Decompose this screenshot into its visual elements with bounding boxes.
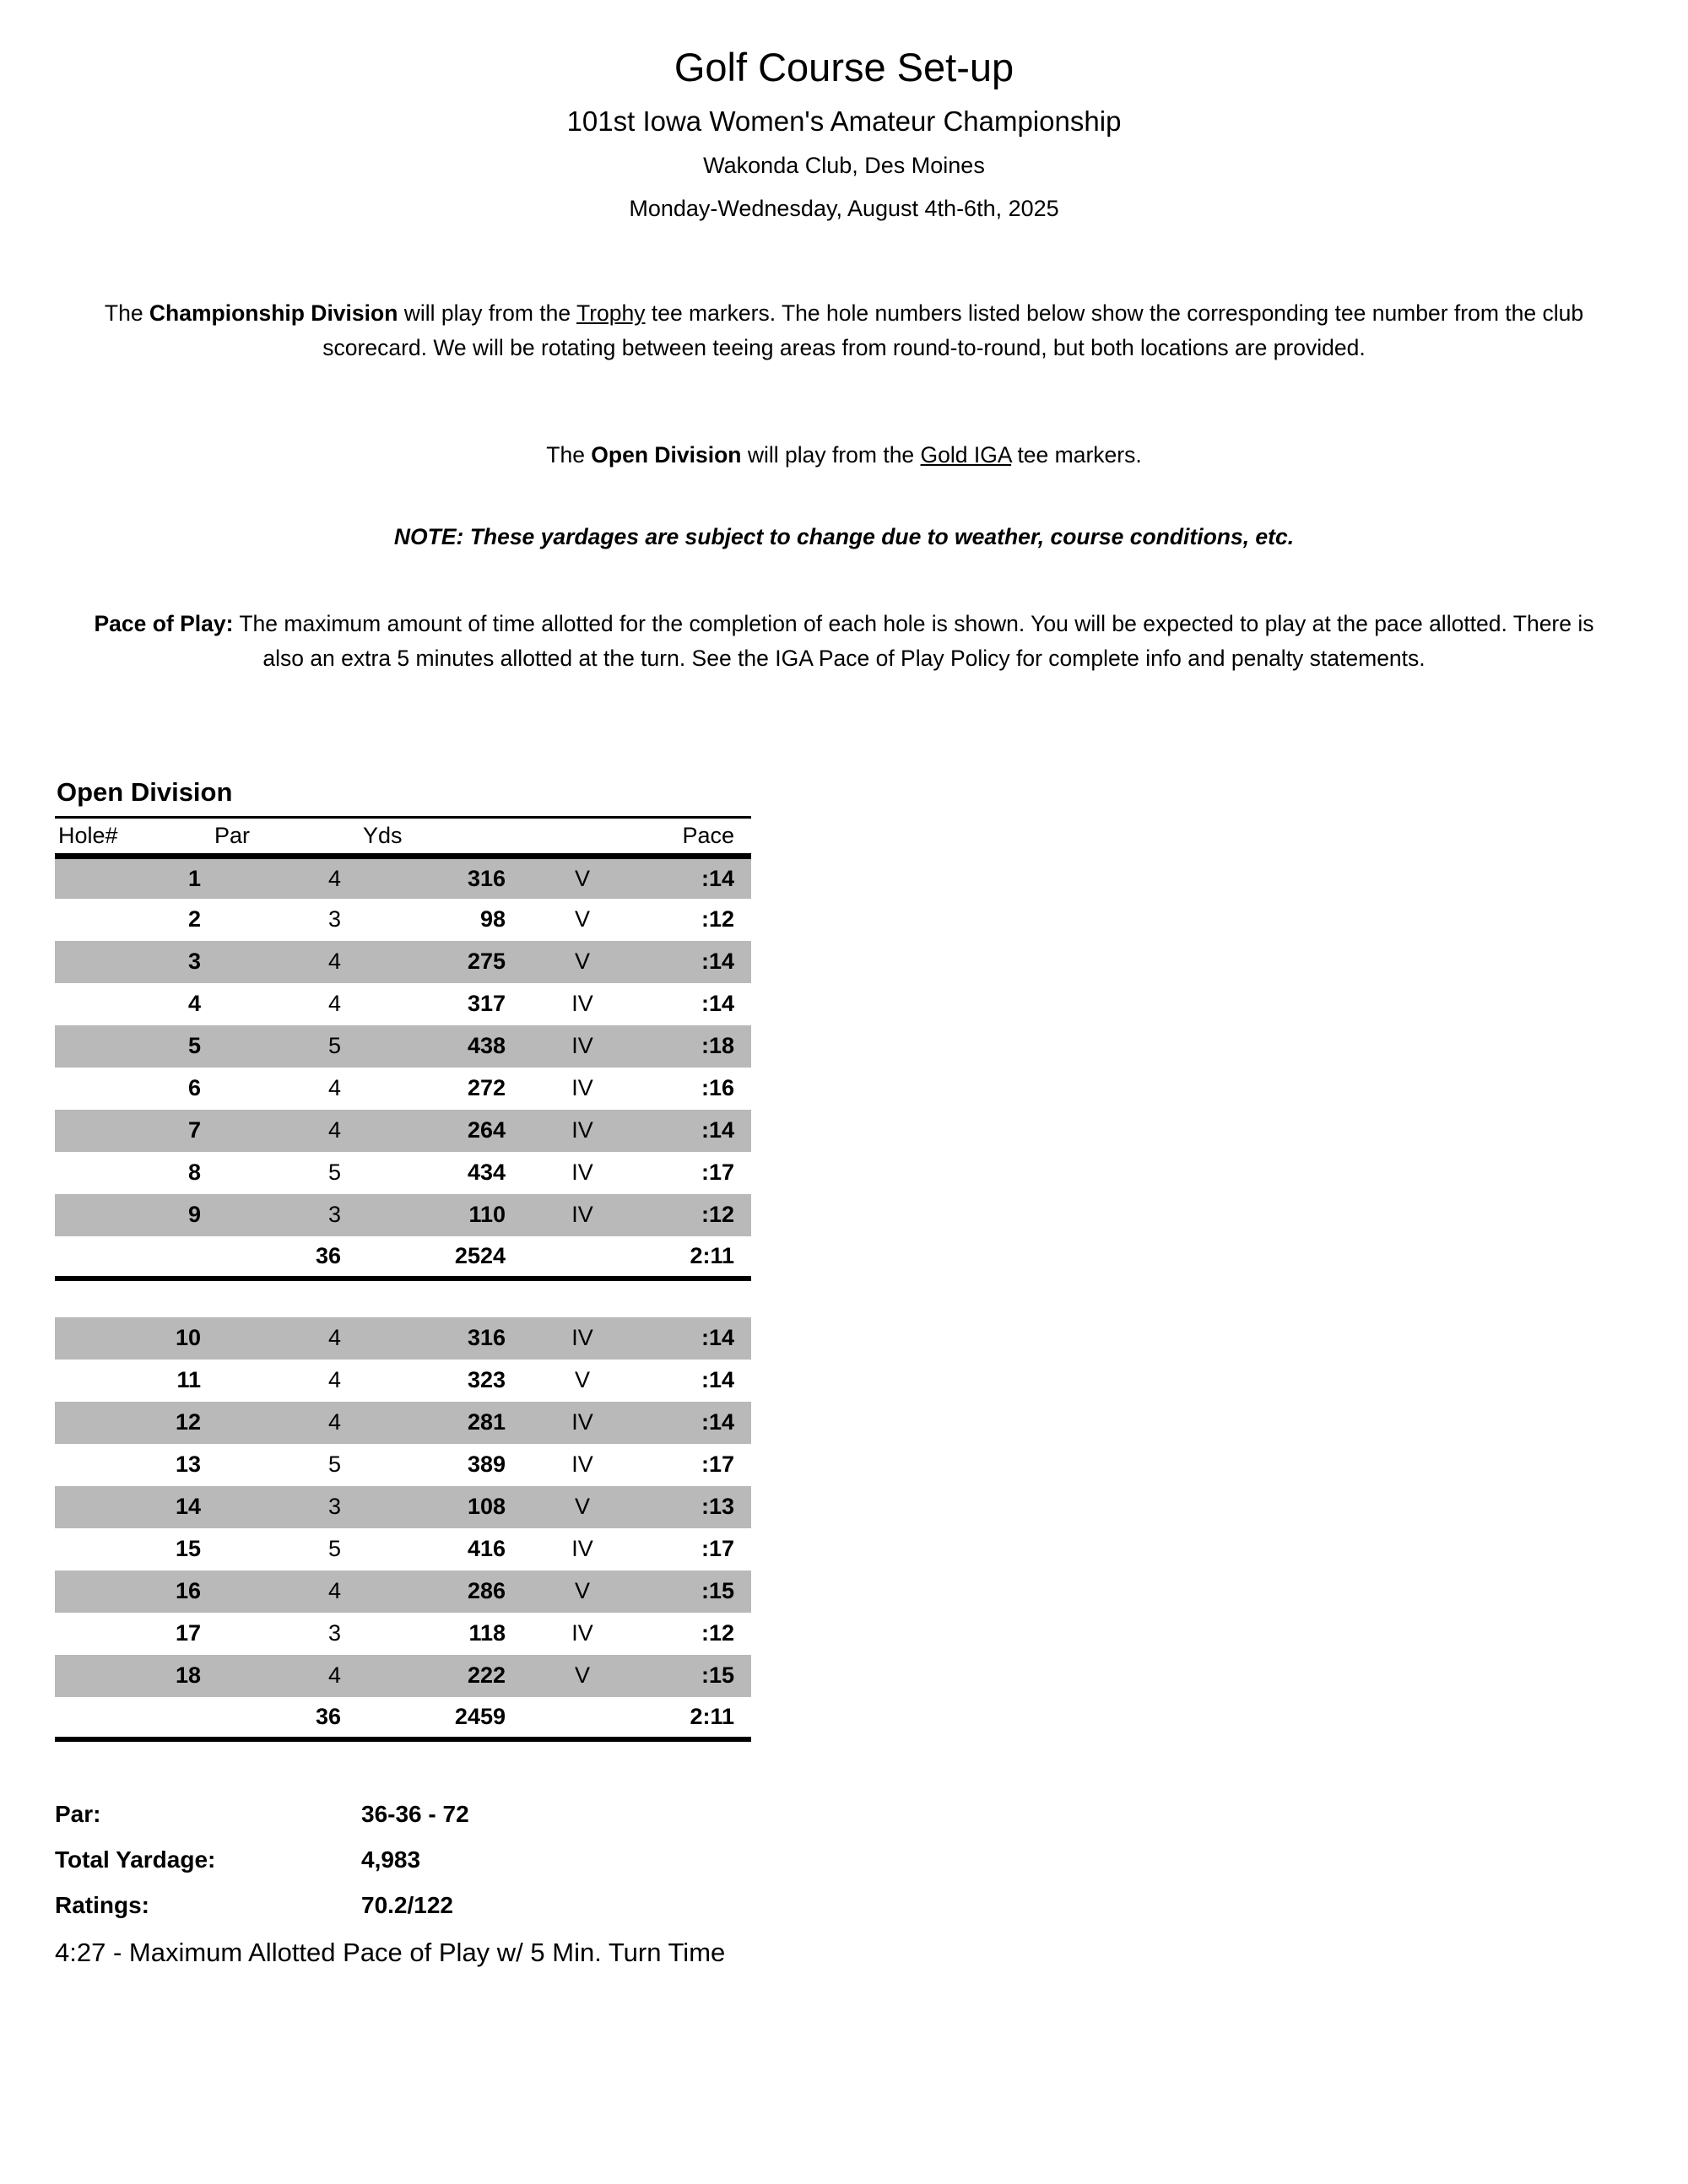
table-row-hole-2 [55, 899, 751, 941]
max-pace-note: 4:27 - Maximum Allotted Pace of Play w/ 5 Min. Turn Time [55, 1937, 726, 1967]
venue-line: Wakonda Club, Des Moines [703, 153, 985, 178]
header-pace: Pace [637, 818, 751, 857]
table-row-hole-16 [55, 1570, 751, 1613]
open-division-section-title: Open Division [57, 777, 233, 808]
tee-cell: IV [528, 1110, 637, 1152]
table-row-hole-7 [55, 1110, 751, 1152]
pace-cell: :15 [637, 1655, 751, 1697]
table-row-hole-10 [55, 1317, 751, 1360]
tee-cell: V [528, 1486, 637, 1528]
total-hole-cell [55, 1236, 211, 1279]
par-value: 36-36 - 72 [361, 1800, 469, 1827]
hole-cell: 14 [55, 1486, 211, 1528]
yards-cell: 275 [346, 941, 528, 983]
yards-cell: 272 [467, 1075, 506, 1101]
yards-cell: 316 [346, 857, 528, 899]
table-head [55, 818, 751, 857]
nine-split-spacer [55, 1279, 751, 1317]
spacer-cell [55, 1279, 751, 1317]
table-row-hole-15 [55, 1528, 751, 1570]
summary-par-row [55, 1801, 1633, 1828]
par-cell: 4 [211, 1655, 346, 1697]
pace-cell: :14 [637, 1110, 751, 1152]
table-row-hole-12 [55, 1402, 751, 1444]
tee-cell: IV [528, 1194, 637, 1236]
pace-cell: :16 [701, 1075, 734, 1101]
tee-cell: V [574, 1367, 590, 1393]
yards-cell: 416 [467, 1536, 506, 1562]
front-nine-total-row [55, 1236, 751, 1279]
back-nine-total-row [55, 1697, 751, 1739]
open-division-table-section [55, 777, 1633, 1742]
intro-section [55, 296, 1633, 676]
pace-cell: :14 [637, 1317, 751, 1360]
par-cell: 4 [211, 941, 346, 983]
yards-cell: 323 [467, 1367, 506, 1393]
par-cell: 4 [211, 1317, 346, 1360]
document-header [55, 44, 1633, 222]
tee-cell: IV [571, 1620, 593, 1646]
hole-cell: 16 [55, 1570, 211, 1613]
yards-cell: 108 [346, 1486, 528, 1528]
open-post-text: tee markers. [1011, 442, 1142, 468]
hole-cell: 6 [187, 1075, 201, 1101]
par-cell: 5 [211, 1025, 346, 1068]
yards-cell: 118 [468, 1620, 506, 1646]
back-total-pace-cell: 2:11 [637, 1697, 751, 1739]
table-row-hole-8 [55, 1152, 751, 1194]
tee-cell: IV [571, 991, 593, 1017]
front-total-par-cell: 36 [211, 1236, 346, 1279]
open-mid-text: will play from the [741, 442, 921, 468]
ratings-value: 70.2/122 [361, 1891, 453, 1918]
pace-cell: :17 [701, 1451, 734, 1478]
trophy-tee-label: Trophy [576, 300, 646, 326]
par-cell: 4 [211, 1402, 346, 1444]
par-cell: 4 [327, 991, 341, 1017]
table-row-hole-14 [55, 1486, 751, 1528]
yards-cell: 281 [346, 1402, 528, 1444]
summary-yardage-row [55, 1846, 1633, 1873]
par-cell: 4 [211, 1110, 346, 1152]
championship-mid-text: will play from the [398, 300, 576, 326]
ratings-label: Ratings: [55, 1891, 149, 1918]
pace-cell: :17 [701, 1160, 734, 1186]
yards-cell: 317 [467, 991, 506, 1017]
table-row-hole-9 [55, 1194, 751, 1236]
pace-cell: :14 [637, 941, 751, 983]
table-row-hole-4 [55, 983, 751, 1025]
table-row-hole-5 [55, 1025, 751, 1068]
table-row-hole-6 [55, 1068, 751, 1110]
back-total-par-cell: 36 [211, 1697, 346, 1739]
open-division-label: Open Division [591, 442, 742, 468]
dates-line: Monday-Wednesday, August 4th-6th, 2025 [629, 196, 1059, 221]
page-subtitle: 101st Iowa Women's Amateur Championship [566, 105, 1122, 137]
championship-pre-text: The [104, 300, 149, 326]
championship-division-label: Championship Division [149, 300, 398, 326]
hole-cell: 13 [175, 1451, 201, 1478]
tee-cell: V [528, 1655, 637, 1697]
hole-cell: 18 [55, 1655, 211, 1697]
hole-cell: 15 [175, 1536, 201, 1562]
yards-cell: 434 [467, 1160, 506, 1186]
total-tee-cell [528, 1236, 637, 1279]
note-paragraph: NOTE: These yardages are subject to change due to weather, course conditions, etc. [393, 524, 1295, 550]
pace-of-play-text: The maximum amount of time allotted for the completion of each hole is shown. You will be expected to play at the pace allotted. There is also an extra 5 minutes allotted at the turn. See the IGA Pace of Play Policy for complete info and penalty statements. [233, 611, 1594, 672]
table-header-row [55, 818, 751, 857]
hole-cell: 12 [55, 1402, 211, 1444]
total-yardage-label: Total Yardage: [55, 1846, 216, 1873]
back-total-yards-cell: 2459 [346, 1697, 528, 1739]
tee-cell: V [574, 906, 590, 933]
front-total-pace-cell: 2:11 [637, 1236, 751, 1279]
pace-cell: :14 [701, 1367, 734, 1393]
course-setup-table [55, 816, 751, 1742]
tee-cell: IV [528, 1402, 637, 1444]
table-row-hole-3 [55, 941, 751, 983]
yards-cell: 438 [346, 1025, 528, 1068]
table-row-hole-18 [55, 1655, 751, 1697]
yards-cell: 222 [346, 1655, 528, 1697]
pace-cell: :18 [637, 1025, 751, 1068]
hole-cell: 8 [187, 1160, 201, 1186]
yards-cell: 316 [346, 1317, 528, 1360]
summary-ratings-row [55, 1892, 1633, 1919]
hole-cell: 5 [55, 1025, 211, 1068]
header-yds: Yds [346, 818, 528, 857]
header-par: Par [211, 818, 346, 857]
pace-cell: :12 [637, 1194, 751, 1236]
front-total-yards-cell: 2524 [346, 1236, 528, 1279]
yards-cell: 98 [479, 906, 506, 933]
pace-of-play-label: Pace of Play: [94, 611, 234, 637]
back-nine-body [55, 1317, 751, 1739]
yards-cell: 110 [346, 1194, 528, 1236]
tee-cell: V [528, 941, 637, 983]
par-cell: 4 [211, 1570, 346, 1613]
hole-cell: 17 [175, 1620, 201, 1646]
tee-cell: IV [571, 1075, 593, 1101]
par-cell: 4 [211, 857, 346, 899]
table-row-hole-13 [55, 1444, 751, 1486]
yards-cell: 389 [467, 1451, 506, 1478]
pace-cell: :12 [701, 1620, 734, 1646]
hole-cell: 7 [55, 1110, 211, 1152]
open-pre-text: The [546, 442, 592, 468]
par-cell: 5 [327, 1160, 341, 1186]
par-cell: 5 [327, 1451, 341, 1478]
tee-cell: IV [571, 1451, 593, 1478]
tee-cell: V [528, 857, 637, 899]
par-cell: 4 [327, 1367, 341, 1393]
table-row-hole-17 [55, 1613, 751, 1655]
par-cell: 3 [327, 1620, 341, 1646]
tee-cell: IV [571, 1160, 593, 1186]
par-label: Par: [55, 1800, 101, 1827]
pace-cell: :14 [701, 991, 734, 1017]
yards-cell: 286 [346, 1570, 528, 1613]
yards-cell: 264 [346, 1110, 528, 1152]
gold-iga-tee-label: Gold IGA [920, 442, 1012, 468]
tee-cell: IV [528, 1317, 637, 1360]
hole-cell: 10 [55, 1317, 211, 1360]
total-hole-cell [55, 1697, 211, 1739]
hole-cell: 2 [187, 906, 201, 933]
pace-cell: :15 [637, 1570, 751, 1613]
pace-cell: :13 [637, 1486, 751, 1528]
summary-section [55, 1801, 1633, 1968]
tee-cell: V [528, 1570, 637, 1613]
hole-cell: 3 [55, 941, 211, 983]
front-nine-body [55, 857, 751, 1317]
hole-cell: 1 [55, 857, 211, 899]
par-cell: 5 [327, 1536, 341, 1562]
par-cell: 3 [211, 1194, 346, 1236]
championship-post-text: tee markers. The hole numbers listed below show the corresponding tee number from the club scorecard. We will be rotating between teeing areas from round-to-round, but both locations are provided. [322, 300, 1584, 361]
hole-cell: 11 [176, 1367, 201, 1393]
pace-cell: :12 [701, 906, 734, 933]
open-division-paragraph [55, 438, 1633, 473]
pace-cell: :14 [637, 857, 751, 899]
tee-cell: IV [528, 1025, 637, 1068]
pace-cell: :17 [701, 1536, 734, 1562]
total-yardage-value: 4,983 [361, 1846, 421, 1873]
page-title: Golf Course Set-up [674, 45, 1014, 89]
hole-cell: 4 [187, 991, 201, 1017]
total-tee-cell [528, 1697, 637, 1739]
hole-cell: 9 [55, 1194, 211, 1236]
table-row-hole-1 [55, 857, 751, 899]
table-row-hole-11 [55, 1360, 751, 1402]
par-cell: 3 [327, 906, 341, 933]
par-cell: 4 [327, 1075, 341, 1101]
par-cell: 3 [211, 1486, 346, 1528]
tee-cell: IV [571, 1536, 593, 1562]
pace-cell: :14 [637, 1402, 751, 1444]
pace-of-play-paragraph [80, 607, 1608, 676]
championship-division-paragraph [89, 296, 1599, 365]
header-hole: Hole# [55, 818, 211, 857]
header-tee [528, 818, 637, 857]
